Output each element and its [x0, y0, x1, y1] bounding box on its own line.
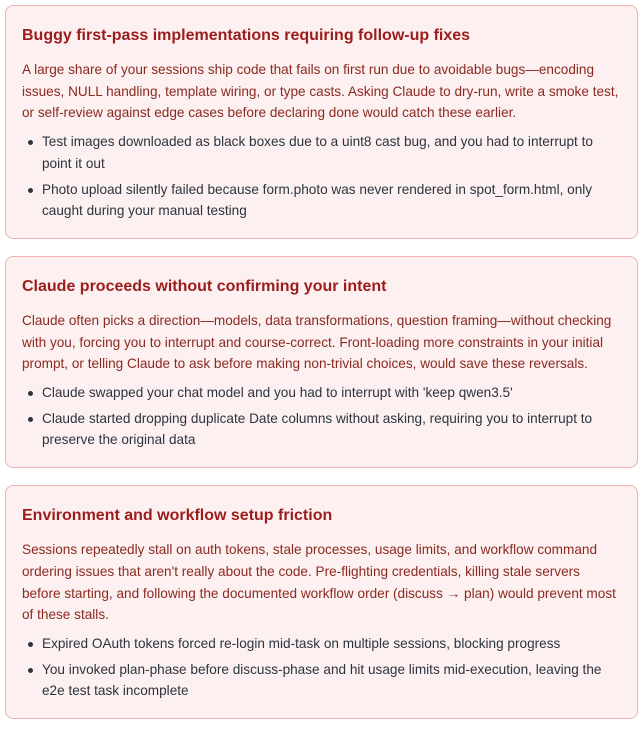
bullet-icon	[28, 188, 33, 193]
card-description: A large share of your sessions ship code that fails on first run due to avoidable bugs—encoding issues, NULL handling, template wiring, or type casts. Asking Claude to dry-run, write a smoke test, or self-review against edge cases before declaring done would catch these earlier.	[22, 62, 619, 121]
example-item	[26, 131, 621, 174]
example-item	[26, 382, 621, 404]
example-text: Photo upload silently failed because form.photo was never rendered in spot_form.html, only caught during your manual testing	[42, 181, 593, 219]
example-item	[26, 659, 621, 702]
friction-card-environment-setup	[5, 485, 638, 719]
friction-card-intent-confirmation	[5, 256, 638, 468]
bullet-icon	[28, 668, 33, 673]
example-text: You invoked plan-phase before discuss-phase and hit usage limits mid-execution, leaving the e2e test task incomplete	[42, 661, 602, 699]
example-item	[26, 179, 621, 222]
example-list	[22, 382, 621, 451]
card-description: Sessions repeatedly stall on auth tokens, stale processes, usage limits, and workflow command ordering issues that aren't really about the code. Pre-flighting credentials, killing stale servers before starting, and following the documented workflow order (discuss → plan) would prevent most of these stalls.	[22, 542, 616, 623]
friction-card-buggy-first-pass	[5, 5, 638, 239]
example-text: Expired OAuth tokens forced re-login mid-task on multiple sessions, blocking progress	[42, 635, 561, 651]
example-list	[22, 633, 621, 702]
example-text: Claude started dropping duplicate Date columns without asking, requiring you to interrupt to preserve the original data	[42, 410, 593, 448]
bullet-icon	[28, 642, 33, 647]
example-text: Claude swapped your chat model and you had to interrupt with 'keep qwen3.5'	[42, 385, 513, 401]
example-item	[26, 633, 621, 655]
card-title: Buggy first-pass implementations requiring follow-up fixes	[22, 27, 471, 44]
example-list	[22, 131, 621, 222]
card-description: Claude often picks a direction—models, data transformations, question framing—without checking with you, forcing you to interrupt and course-correct. Front-loading more constraints in your initial prompt, or telling Claude to ask before making non-trivial choices, would save these reversals.	[22, 312, 612, 372]
bullet-icon	[28, 140, 33, 145]
card-title: Claude proceeds without confirming your intent	[22, 277, 387, 295]
bullet-icon	[28, 417, 33, 422]
card-title: Environment and workflow setup friction	[22, 507, 333, 525]
example-item	[26, 408, 621, 451]
example-text: Test images downloaded as black boxes due to a uint8 cast bug, and you had to interrupt to point it out	[42, 134, 593, 171]
bullet-icon	[28, 391, 33, 396]
